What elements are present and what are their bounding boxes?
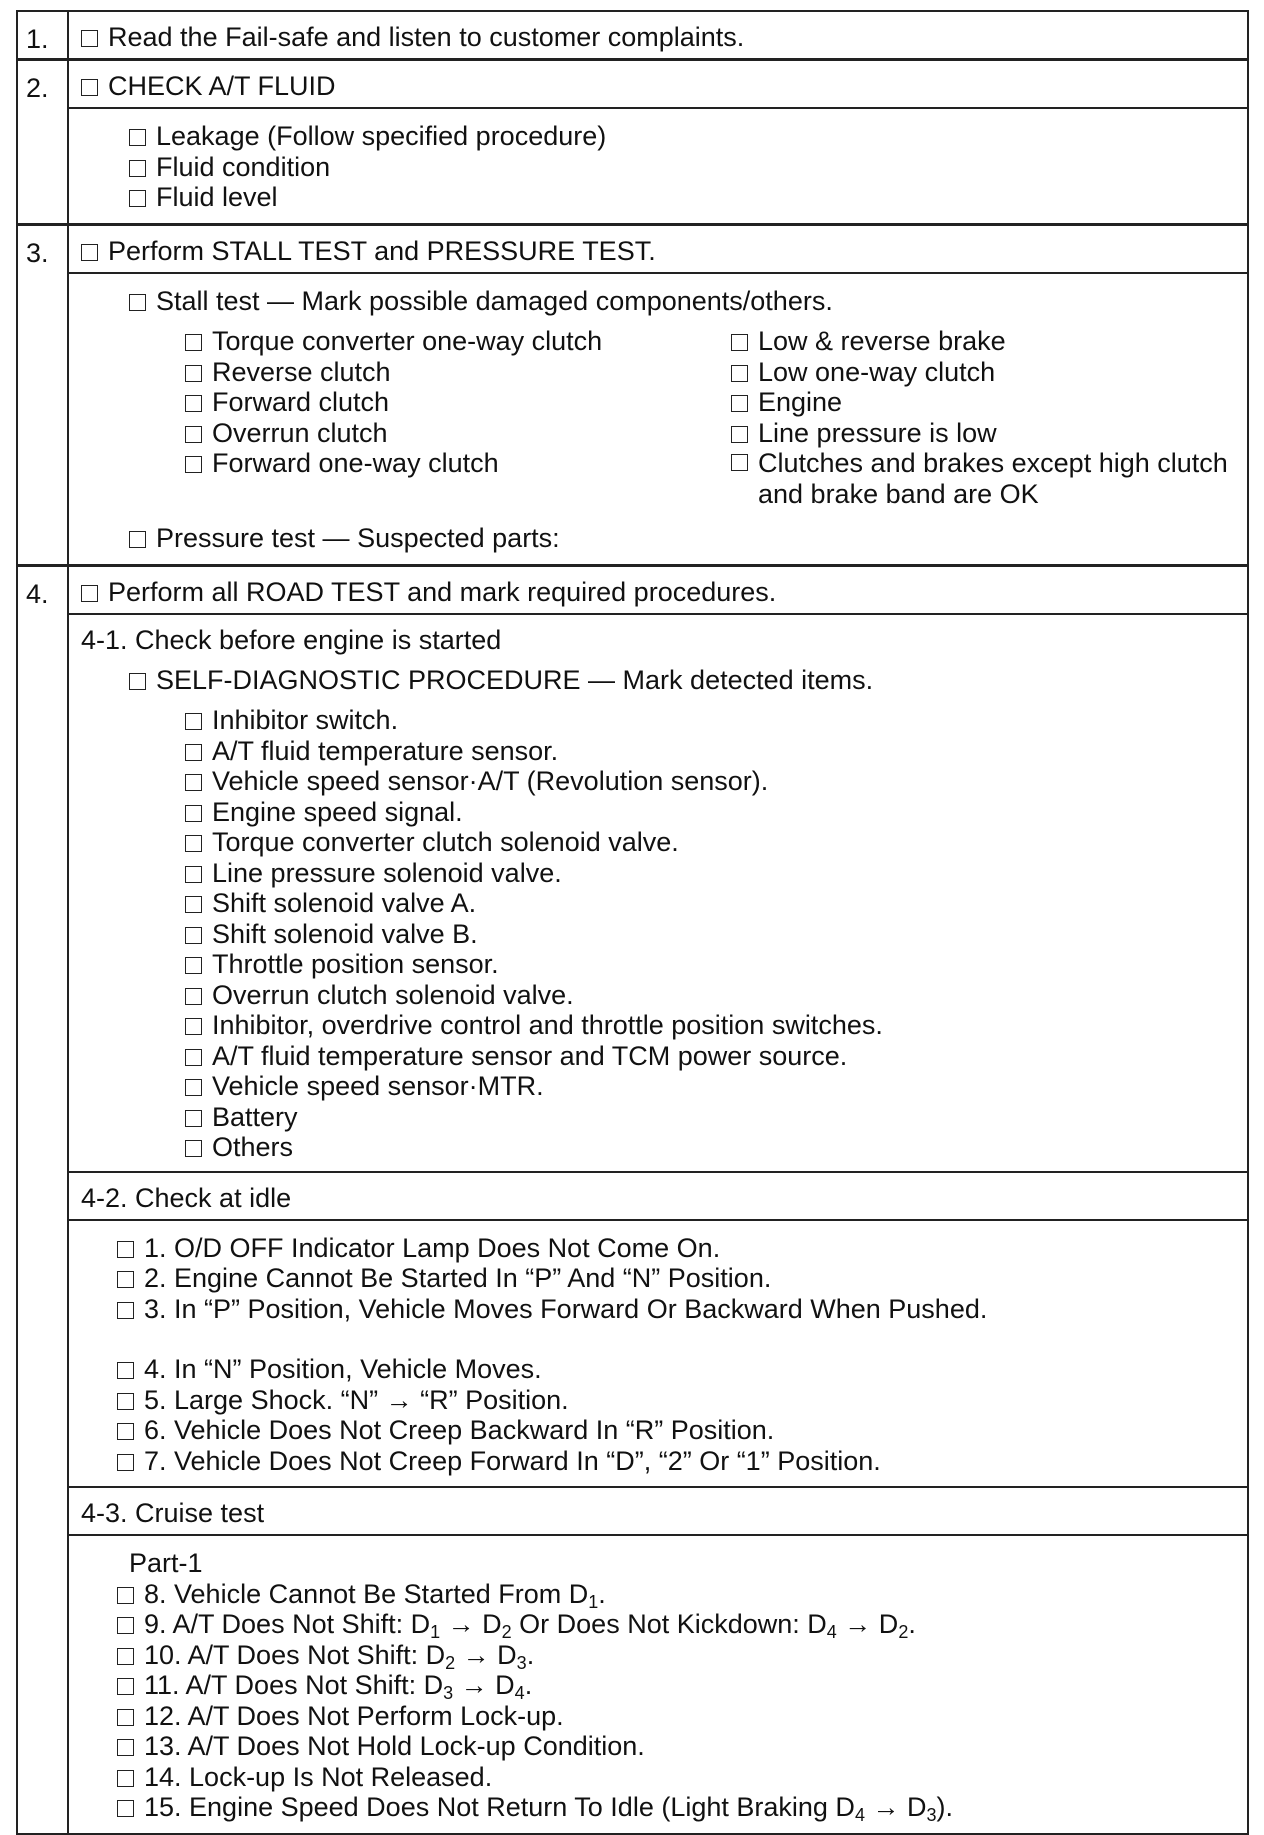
subsection-title: 4-1. Check before engine is started: [81, 624, 502, 655]
checkbox[interactable]: [117, 1678, 134, 1695]
section-1: [18, 12, 1247, 61]
checkbox[interactable]: [731, 454, 748, 471]
list-item-label: 1. O/D OFF Indicator Lamp Does Not Come On.: [144, 1232, 721, 1263]
pressure-test-item: Pressure test — Suspected parts:: [81, 523, 1235, 554]
checkbox[interactable]: [117, 1709, 134, 1726]
checkbox[interactable]: [117, 1770, 134, 1787]
list-item-label: Vehicle speed sensor·MTR.: [212, 1071, 544, 1101]
checkbox[interactable]: [129, 673, 146, 690]
section-1-title: [69, 12, 1247, 58]
subsection-4-1: [69, 615, 1247, 1173]
section-number: 4.: [18, 567, 69, 1833]
list-item-label: 7. Vehicle Does Not Creep Forward In “D”, “2” Or “1” Position.: [144, 1445, 881, 1476]
list-item: [81, 1041, 1235, 1072]
list-item: 14. Lock-up Is Not Released.: [81, 1762, 1235, 1793]
list-item-label: Line pressure solenoid valve.: [212, 857, 562, 888]
section-number: 2.: [18, 61, 69, 223]
list-item: [81, 1010, 1235, 1041]
list-item: [81, 858, 1235, 889]
list-item-label: Engine speed signal.: [212, 796, 463, 827]
checkbox[interactable]: [117, 1423, 134, 1440]
checklist-table: [16, 10, 1249, 1835]
checkbox[interactable]: [129, 531, 146, 548]
checkbox[interactable]: [185, 896, 202, 913]
checkbox[interactable]: [81, 585, 98, 602]
checkbox[interactable]: [117, 1241, 134, 1258]
list-item: [81, 1263, 1235, 1294]
checkbox[interactable]: [117, 1739, 134, 1756]
checkbox[interactable]: [185, 1018, 202, 1035]
list-item: Engine: [731, 387, 1235, 418]
list-item: [81, 1446, 1235, 1477]
checkbox[interactable]: [185, 1079, 202, 1096]
cruise-test-list: [69, 1536, 1247, 1833]
list-item: Reverse clutch: [185, 357, 731, 388]
list-item: [81, 1385, 1235, 1416]
section-3-title: [69, 226, 1247, 274]
checkbox[interactable]: [185, 1110, 202, 1127]
list-item: [81, 1233, 1235, 1264]
stall-components: [81, 326, 1235, 509]
checkbox[interactable]: [185, 835, 202, 852]
list-item: Forward clutch: [185, 387, 731, 418]
section-2-title: [69, 61, 1247, 109]
stall-test-item: Stall test — Mark possible damaged components/others.: [81, 286, 1235, 317]
checkbox[interactable]: [185, 456, 202, 473]
list-item: [81, 1071, 1235, 1102]
list-item: 12. A/T Does Not Perform Lock-up.: [81, 1701, 1235, 1732]
list-item: [81, 736, 1235, 767]
part-label: Part-1: [129, 1548, 203, 1578]
checkbox[interactable]: [185, 395, 202, 412]
checkbox[interactable]: [117, 1648, 134, 1665]
checkbox[interactable]: [117, 1454, 134, 1471]
checkbox[interactable]: [117, 1302, 134, 1319]
subsection-4-3-title: 4-3. Cruise test: [69, 1488, 1247, 1536]
list-item: [81, 1415, 1235, 1446]
list-item: Clutches and brakes except high clutch and brake band are OK: [731, 448, 1235, 509]
checkbox[interactable]: [185, 426, 202, 443]
checkbox[interactable]: [129, 190, 146, 207]
checkbox[interactable]: [185, 957, 202, 974]
checkbox[interactable]: [117, 1362, 134, 1379]
list-item: 11. A/T Does Not Shift: $D_3 \to D_4$.: [81, 1670, 1235, 1701]
list-item-label: Shift solenoid valve B.: [212, 918, 478, 949]
list-item: [81, 1132, 1235, 1163]
list-item-label: A/T fluid temperature sensor.: [212, 735, 559, 766]
idle-check-list: [69, 1221, 1247, 1489]
list-item: 10. A/T Does Not Shift: $D_2 \to D_3$.: [81, 1640, 1235, 1671]
section-title: Perform STALL TEST and PRESSURE TEST.: [108, 235, 656, 266]
checkbox[interactable]: [117, 1393, 134, 1410]
checkbox[interactable]: [129, 129, 146, 146]
checkbox[interactable]: [129, 294, 146, 311]
list-item-label: 2. Engine Cannot Be Started In “P” And “N” Position.: [144, 1263, 772, 1293]
list-item-label: Battery: [212, 1101, 298, 1132]
list-item: [81, 1294, 1235, 1325]
list-item-label: Vehicle speed sensor·A/T (Revolution sensor).: [212, 766, 769, 796]
section-title: CHECK A/T FLUID: [108, 71, 336, 101]
list-item: [81, 766, 1235, 797]
checkbox[interactable]: [81, 30, 98, 47]
section-4: [18, 567, 1247, 1833]
checkbox[interactable]: [731, 365, 748, 382]
diagnostic-list: [81, 705, 1235, 1163]
list-item: [81, 705, 1235, 736]
checkbox[interactable]: [185, 1049, 202, 1066]
list-item-label: Inhibitor switch.: [212, 705, 399, 735]
checkbox[interactable]: [185, 744, 202, 761]
list-item: [81, 919, 1235, 950]
checkbox[interactable]: [81, 244, 98, 261]
list-item-label: Torque converter clutch solenoid valve.: [212, 827, 679, 857]
checkbox[interactable]: [185, 927, 202, 944]
list-item: Torque converter one-way clutch: [185, 326, 731, 357]
subsection-4-2-title: 4-2. Check at idle: [69, 1173, 1247, 1221]
list-item: Low & reverse brake: [731, 326, 1235, 357]
list-item: [81, 980, 1235, 1011]
section-number: 3.: [18, 226, 69, 564]
list-item: 9. A/T Does Not Shift: $D_1 \to D_2$ Or Does Not Kickdown: $D_4 \to D_2$.: [81, 1609, 1235, 1640]
list-item: 8. Vehicle Cannot Be Started From $D_1$.: [81, 1579, 1235, 1610]
list-item: 15. Engine Speed Does Not Return To Idle (Light Braking $D_4 \to D_3$).: [81, 1792, 1235, 1823]
checkbox[interactable]: [185, 1140, 202, 1157]
list-item-label: Inhibitor, overdrive control and throttle position switches.: [212, 1010, 883, 1040]
checkbox[interactable]: [117, 1617, 134, 1634]
list-item: [81, 1354, 1235, 1385]
checkbox[interactable]: [731, 334, 748, 351]
stall-pressure-block: [69, 274, 1247, 564]
section-title: Read the Fail-safe and listen to customer complaints.: [108, 22, 745, 52]
list-item: Leakage (Follow specified procedure): [81, 121, 1235, 152]
list-item-label: 5. Large Shock. “N” → “R” Position.: [144, 1384, 569, 1415]
checkbox[interactable]: [81, 79, 98, 96]
list-item: [81, 797, 1235, 828]
checkbox[interactable]: [117, 1271, 134, 1288]
checkbox[interactable]: [117, 1800, 134, 1817]
checkbox[interactable]: [185, 988, 202, 1005]
checkbox[interactable]: [185, 365, 202, 382]
checkbox[interactable]: [731, 426, 748, 443]
checkbox[interactable]: [185, 805, 202, 822]
list-item-label: Overrun clutch solenoid valve.: [212, 979, 574, 1010]
list-item: Fluid condition: [81, 152, 1235, 183]
checkbox[interactable]: [185, 713, 202, 730]
list-item: 13. A/T Does Not Hold Lock-up Condition.: [81, 1731, 1235, 1762]
list-item-label: 3. In “P” Position, Vehicle Moves Forward Or Backward When Pushed.: [144, 1293, 988, 1324]
list-item-label: 6. Vehicle Does Not Creep Backward In “R” Position.: [144, 1415, 775, 1445]
section-3: [18, 226, 1247, 567]
list-item-label: Throttle position sensor.: [212, 949, 499, 979]
list-item: Fluid level: [81, 182, 1235, 213]
section-4-title: [69, 567, 1247, 615]
list-item: [81, 1102, 1235, 1133]
section-title: Perform all ROAD TEST and mark required procedures.: [108, 576, 777, 607]
checkbox[interactable]: [129, 160, 146, 177]
checkbox[interactable]: [117, 1587, 134, 1604]
checkbox[interactable]: [185, 866, 202, 883]
list-item: [81, 827, 1235, 858]
list-item: [81, 949, 1235, 980]
list-item: Low one-way clutch: [731, 357, 1235, 388]
checkbox[interactable]: [185, 334, 202, 351]
list-item-label: Shift solenoid valve A.: [212, 888, 477, 918]
list-item: Line pressure is low: [731, 418, 1235, 449]
section-number: 1.: [18, 12, 69, 58]
list-item-label: 4. In “N” Position, Vehicle Moves.: [144, 1354, 542, 1384]
list-item: [81, 888, 1235, 919]
fluid-check-list: [69, 109, 1247, 223]
list-item: Overrun clutch: [185, 418, 731, 449]
section-2: [18, 61, 1247, 226]
checkbox[interactable]: [731, 395, 748, 412]
list-item-label: A/T fluid temperature sensor and TCM power source.: [212, 1040, 848, 1071]
self-diagnostic-item: SELF-DIAGNOSTIC PROCEDURE — Mark detected items.: [81, 665, 1235, 696]
list-item: Forward one-way clutch: [185, 448, 731, 479]
checkbox[interactable]: [185, 774, 202, 791]
list-item-label: Others: [212, 1132, 294, 1162]
